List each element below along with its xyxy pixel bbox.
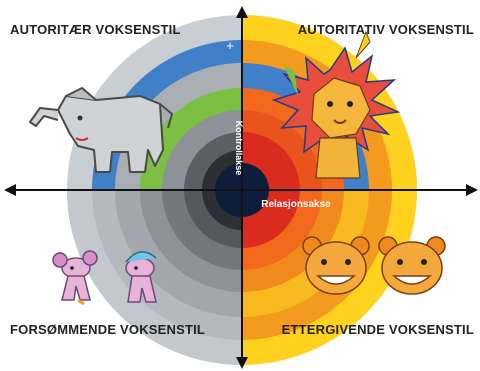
sign-right: + <box>428 196 436 211</box>
quadrant-label-bottom-right: ETTERGIVENDE VOKSENSTIL <box>281 322 474 337</box>
sign-top: + <box>226 38 234 53</box>
arrow-up-icon <box>236 6 248 18</box>
quadrant-label-top-left: AUTORITÆR VOKSENSTIL <box>10 22 181 37</box>
horizontal-axis-label: Relasjonsakse <box>261 199 331 210</box>
arrow-right-icon <box>466 184 478 196</box>
quadrant-label-top-right: AUTORITATIV VOKSENSTIL <box>297 22 474 37</box>
vertical-axis-label: Kontrollakse <box>234 120 244 176</box>
arrow-left-icon <box>4 184 16 196</box>
sign-left: – <box>55 195 63 210</box>
quadrant-label-bottom-left: FORSØMMENDE VOKSENSTIL <box>10 322 206 337</box>
